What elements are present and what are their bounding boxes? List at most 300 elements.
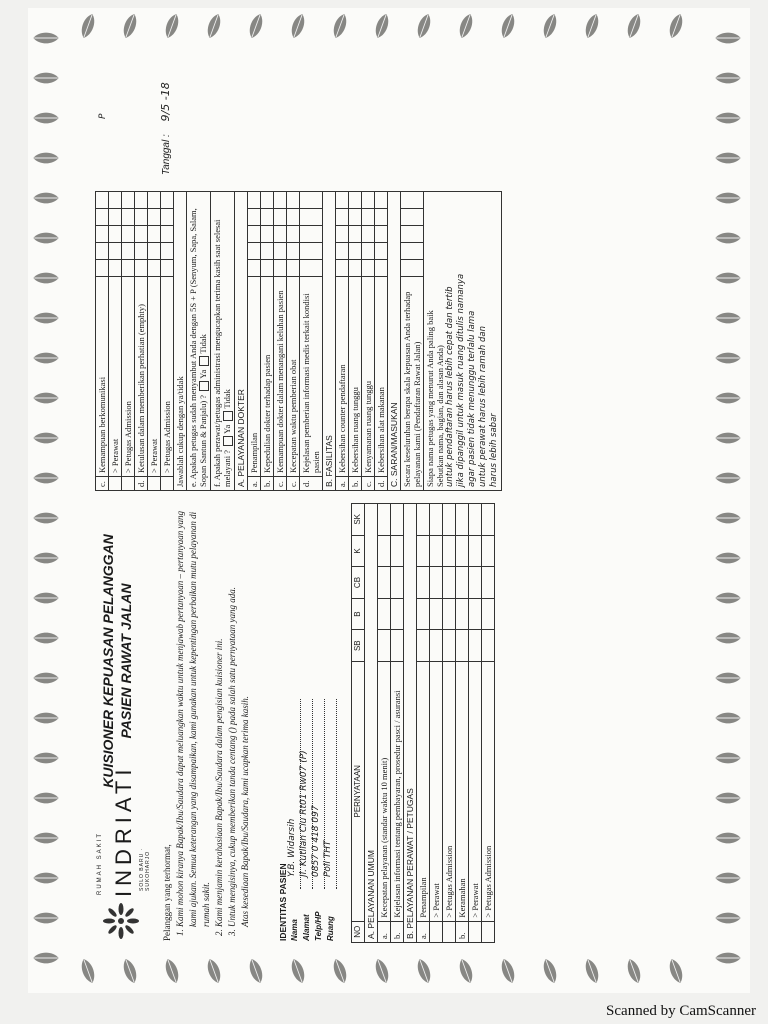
score-cell[interactable] [378, 566, 391, 598]
score-cell[interactable] [248, 225, 261, 242]
table-row [482, 503, 495, 942]
tidak-checkbox[interactable] [223, 410, 233, 420]
table-row [135, 191, 148, 490]
leaf-icon [33, 553, 58, 564]
title-line-1: KUISIONER KEPUASAN PELANGGAN [100, 533, 116, 788]
score-cell[interactable] [300, 191, 323, 208]
leaf-icon [121, 12, 140, 39]
ya-checkbox[interactable] [223, 435, 233, 445]
score-cell[interactable] [469, 566, 482, 598]
leaf-icon [715, 513, 740, 524]
score-cell[interactable] [109, 191, 122, 208]
leaf-icon [715, 953, 740, 964]
leaf-icon [715, 393, 740, 404]
leaf-icon [33, 193, 58, 204]
leaf-icon [33, 953, 58, 964]
score-cell[interactable] [135, 259, 148, 276]
leaf-icon [289, 957, 308, 984]
leaf-icon [715, 33, 740, 44]
score-cell[interactable] [287, 208, 300, 225]
row-text: > Petugas Admission [482, 661, 495, 921]
row-no: a. [248, 476, 261, 490]
score-cell[interactable] [456, 566, 469, 598]
nama-label: Nama [290, 918, 299, 941]
leaf-icon [33, 113, 58, 124]
leaf-icon [583, 12, 602, 39]
ya-checkbox[interactable] [199, 380, 209, 390]
row-text: Kemampuan berkomunikasi [96, 276, 109, 476]
score-cell[interactable] [482, 629, 495, 661]
leaf-icon [33, 153, 58, 164]
score-cell[interactable] [417, 566, 430, 598]
score-cell[interactable] [148, 191, 161, 208]
table-row [109, 191, 122, 490]
score-cell[interactable] [430, 503, 443, 535]
score-cell[interactable] [161, 208, 174, 225]
row-no: b. [391, 921, 404, 942]
leaf-icon [33, 513, 58, 524]
table-row [274, 191, 287, 490]
score-cell[interactable] [375, 259, 388, 276]
left-page [89, 501, 689, 951]
score-cell[interactable] [109, 242, 122, 259]
patient-identity [277, 506, 337, 941]
score-cell[interactable] [430, 598, 443, 630]
table-row [378, 503, 391, 942]
question-e [187, 191, 211, 490]
saran-answer-area[interactable] [424, 191, 502, 490]
leaf-icon [163, 12, 182, 39]
score-cell[interactable] [300, 225, 323, 242]
section-saran: C. SARAN/MASUKAN [388, 191, 401, 490]
saran-question-1: Secara keseluruhan berapa skala kepuasan Anda terhadap pelayanan kami (Pendaftaran Rawat Jalan) [401, 276, 424, 490]
score-cell[interactable] [469, 598, 482, 630]
row-no: c. [96, 476, 109, 490]
camscanner-watermark: Scanned by CamScanner [606, 1003, 756, 1019]
score-cell[interactable] [417, 503, 430, 535]
row-text: > Petugas Admission [443, 661, 456, 921]
leaf-icon [33, 393, 58, 404]
score-cell[interactable] [443, 535, 456, 567]
score-cell[interactable] [417, 535, 430, 567]
score-cell[interactable] [261, 242, 274, 259]
header-sk: SK [352, 503, 365, 535]
row-no: a. [417, 921, 430, 942]
ya-label: Ya [222, 424, 233, 434]
score-cell[interactable] [482, 566, 495, 598]
score-cell[interactable] [248, 208, 261, 225]
leaf-icon [415, 12, 434, 39]
header-k: K [352, 535, 365, 567]
leaf-icon [33, 873, 58, 884]
leaf-icon [33, 73, 58, 84]
leaf-icon [331, 12, 350, 39]
tidak-label: Tidak [222, 388, 233, 409]
score-cell[interactable] [456, 535, 469, 567]
table-row [300, 191, 323, 490]
section-pelayanan-dokter: A. PELAYANAN DOKTER [235, 191, 248, 490]
score-cell[interactable] [482, 503, 495, 535]
leaf-icon [499, 12, 518, 39]
row-no [148, 476, 161, 490]
leaf-icon [373, 12, 392, 39]
leaf-icon [33, 433, 58, 444]
score-cell[interactable] [375, 191, 388, 208]
score-cell[interactable] [300, 242, 323, 259]
score-cell[interactable] [135, 242, 148, 259]
score-cell[interactable] [378, 503, 391, 535]
score-cell[interactable] [248, 191, 261, 208]
leaf-icon [163, 957, 182, 984]
question-f [211, 191, 235, 490]
score-cell[interactable] [122, 191, 135, 208]
score-cell[interactable] [122, 259, 135, 276]
tanggal [159, 82, 172, 175]
question-e-text: e. Apakah petugas sudah menyambut Anda dengan 5S + P (Senyum, Sapa, Salam, Sopan Santun & Panjalu) ? [188, 207, 208, 487]
score-cell[interactable] [456, 598, 469, 630]
leaf-icon [33, 633, 58, 644]
leaf-icon [79, 12, 98, 39]
row-no: b. [349, 476, 362, 490]
score-cell[interactable] [391, 629, 404, 661]
row-text: Ketulusan dalam memberikan perhatian (emphty) [135, 276, 148, 476]
table-row [122, 191, 135, 490]
leaf-icon [33, 753, 58, 764]
leaf-icon [625, 957, 644, 984]
leaf-icon [715, 633, 740, 644]
leaf-icon [33, 833, 58, 844]
score-cell[interactable] [274, 259, 287, 276]
leaf-icon [499, 957, 518, 984]
score-cell[interactable] [287, 225, 300, 242]
row-text: Kebersihan alat makanan [375, 276, 388, 476]
row-no: a. [378, 921, 391, 942]
yes-no-note: Jawablah cukup dengan ya/tidak [174, 191, 187, 490]
ya-label: Ya [198, 369, 208, 379]
row-text: Penampilan [417, 661, 430, 921]
row-text: Kebersihan counter pendaftaran [336, 276, 349, 476]
score-cell[interactable] [391, 598, 404, 630]
row-no [443, 921, 456, 942]
score-cell[interactable] [300, 259, 323, 276]
score-cell[interactable] [261, 191, 274, 208]
leaf-icon [715, 233, 740, 244]
hospital-logo [97, 764, 151, 941]
row-text: > Perawat [430, 661, 443, 921]
telp-field[interactable]: 0857 0 418 097 [311, 804, 321, 877]
score-cell[interactable] [261, 259, 274, 276]
score-cell[interactable] [336, 191, 349, 208]
score-cell[interactable] [469, 629, 482, 661]
score-cell[interactable] [349, 259, 362, 276]
handwritten-line: harus lebih sabar [489, 412, 500, 487]
row-no: b. [261, 476, 274, 490]
score-cell[interactable] [430, 629, 443, 661]
score-cell[interactable] [274, 242, 287, 259]
score-cell[interactable] [261, 208, 274, 225]
row-no: c. [362, 476, 375, 490]
score-cell[interactable] [375, 242, 388, 259]
score-cell[interactable] [300, 208, 323, 225]
score-cell[interactable] [469, 535, 482, 567]
score-cell[interactable] [401, 242, 424, 259]
score-cell[interactable] [161, 242, 174, 259]
score-cell[interactable] [248, 259, 261, 276]
leaf-icon [715, 673, 740, 684]
score-cell[interactable] [248, 242, 261, 259]
score-cell[interactable] [96, 191, 109, 208]
leaf-icon [715, 273, 740, 284]
alamat-field[interactable]: Jl. Kutilan Ciu Rt01 Rw07 (P) [299, 749, 309, 877]
row-text: Kepedulian dokter terhadap pasien [261, 276, 274, 476]
right-page [89, 51, 689, 495]
table-row [261, 191, 274, 490]
leaf-icon [205, 12, 224, 39]
score-cell[interactable] [148, 225, 161, 242]
leaf-icon [715, 553, 740, 564]
table-row [362, 191, 375, 490]
survey-table-left [351, 503, 495, 943]
score-cell[interactable] [287, 242, 300, 259]
table-row [469, 503, 482, 942]
score-cell[interactable] [287, 191, 300, 208]
score-cell[interactable] [161, 225, 174, 242]
rotated-document [89, 51, 689, 951]
score-cell[interactable] [362, 208, 375, 225]
leaf-icon [541, 12, 560, 39]
score-cell[interactable] [443, 629, 456, 661]
score-cell[interactable] [401, 208, 424, 225]
score-cell[interactable] [148, 259, 161, 276]
table-row [336, 191, 349, 490]
section-fasilitas: B. FASILITAS [323, 191, 336, 490]
score-cell[interactable] [378, 598, 391, 630]
row-text: > Perawat [109, 276, 122, 476]
table-row [287, 191, 300, 490]
score-cell[interactable] [417, 629, 430, 661]
leaf-icon [415, 957, 434, 984]
score-cell[interactable] [349, 225, 362, 242]
leaf-icon [715, 113, 740, 124]
score-cell[interactable] [96, 242, 109, 259]
score-cell[interactable] [148, 242, 161, 259]
score-cell[interactable] [336, 225, 349, 242]
score-cell[interactable] [96, 225, 109, 242]
score-cell[interactable] [430, 566, 443, 598]
row-text: > Perawat [148, 276, 161, 476]
tidak-label: Tidak [198, 333, 208, 354]
leaf-icon [715, 873, 740, 884]
instruction-1: 1. Kami mohon kiranya Bapak/Ibu/Saudara dapat meluangkan waktu untuk menjawab pertanyaan – pertanyaan yang kami ajukan. Semua keterangan yang disampaikan, kami gunakan untuk kepentingan perbaikan mutu pelayanan di rumah sakit. [174, 506, 213, 927]
table-row [96, 191, 109, 490]
score-cell[interactable] [161, 259, 174, 276]
leaf-icon [79, 957, 98, 984]
score-cell[interactable] [109, 225, 122, 242]
leaf-icon [457, 957, 476, 984]
title-line-2: PASIEN RAWAT JALAN [118, 582, 134, 739]
score-cell[interactable] [349, 242, 362, 259]
instructions [161, 506, 252, 941]
table-row [430, 503, 443, 942]
tanggal-label: Tanggal : [161, 133, 172, 175]
row-no [122, 476, 135, 490]
leaf-icon [457, 12, 476, 39]
score-cell[interactable] [401, 225, 424, 242]
row-no: c. [287, 476, 300, 490]
score-cell[interactable] [362, 225, 375, 242]
row-text: Kejelasan pemberian informasi medis terkait kondisi pasien [300, 276, 323, 476]
score-cell[interactable] [362, 259, 375, 276]
leaf-icon [33, 713, 58, 724]
leaf-icon [667, 12, 686, 39]
score-cell[interactable] [378, 535, 391, 567]
score-cell[interactable] [135, 191, 148, 208]
score-cell[interactable] [375, 208, 388, 225]
telp-label: Telp/HP [314, 911, 323, 941]
score-cell[interactable] [135, 208, 148, 225]
leaf-icon [205, 957, 224, 984]
header-no: NO [352, 921, 365, 942]
score-cell[interactable] [349, 191, 362, 208]
score-cell[interactable] [469, 503, 482, 535]
score-cell[interactable] [109, 208, 122, 225]
score-cell[interactable] [443, 503, 456, 535]
score-cell[interactable] [261, 225, 274, 242]
scanned-page [28, 8, 750, 993]
score-cell[interactable] [349, 208, 362, 225]
score-cell[interactable] [375, 225, 388, 242]
leaf-icon [33, 673, 58, 684]
alamat-label: Alamat [302, 913, 311, 941]
score-cell[interactable] [362, 191, 375, 208]
score-cell[interactable] [362, 242, 375, 259]
score-cell[interactable] [287, 259, 300, 276]
header-b: B [352, 598, 365, 630]
score-cell[interactable] [443, 566, 456, 598]
score-cell[interactable] [443, 598, 456, 630]
identity-heading: IDENTITAS PASIEN [278, 862, 288, 941]
score-cell[interactable] [401, 191, 424, 208]
leaf-icon [625, 12, 644, 39]
table-row [248, 191, 261, 490]
score-cell[interactable] [336, 208, 349, 225]
leaf-icon [667, 957, 686, 984]
score-cell[interactable] [417, 598, 430, 630]
row-no [109, 476, 122, 490]
score-cell[interactable] [122, 242, 135, 259]
leaf-icon [33, 313, 58, 324]
form-title [99, 501, 135, 821]
row-text: Kebersihan ruang tunggu [349, 276, 362, 476]
leaf-icon [541, 957, 560, 984]
row-no: d. [300, 476, 323, 490]
row-no: c. [274, 476, 287, 490]
leaf-icon [715, 913, 740, 924]
score-cell[interactable] [96, 208, 109, 225]
nama-field[interactable]: Y.B. Widarsih [287, 818, 297, 877]
score-cell[interactable] [391, 503, 404, 535]
score-cell[interactable] [482, 598, 495, 630]
score-cell[interactable] [482, 535, 495, 567]
row-text: Penampilan [248, 276, 261, 476]
handwritten-line: untuk perawat harus lebih ramah dan [478, 325, 489, 487]
leaf-icon [33, 793, 58, 804]
instruction-3: 3. Untuk mengisinya, cukup memberikan tanda centang () pada salah satu pernyataan yang ada. [226, 506, 239, 927]
header-sb: SB [352, 629, 365, 661]
score-cell[interactable] [148, 208, 161, 225]
row-text: Kemampuan dokter dalam menangani keluhan pasien [274, 276, 287, 476]
score-cell[interactable] [336, 259, 349, 276]
leaf-icon [33, 233, 58, 244]
table-row [456, 503, 469, 942]
leaf-icon [715, 473, 740, 484]
score-cell[interactable] [135, 225, 148, 242]
leaf-icon [121, 957, 140, 984]
ruang-field[interactable]: Poli THT [323, 839, 333, 877]
section-pelayanan-perawat: B. PELAYANAN PERAWAT / PETUGAS [404, 503, 417, 942]
handwritten-line: agar pasien tidak menunggu terlalu lama [467, 310, 478, 487]
score-cell[interactable] [96, 259, 109, 276]
handwritten-line: jika dipanggil untuk masuk ruang ditulis namanya [456, 273, 467, 487]
corner-initial [97, 113, 108, 118]
score-cell[interactable] [274, 208, 287, 225]
score-cell[interactable] [430, 535, 443, 567]
instruction-4: Atas kesediaan Bapak/Ibu/Saudara, kami ucapkan terima kasih. [240, 695, 250, 927]
tanggal-value[interactable]: 9/5 -18 [159, 81, 172, 121]
score-cell[interactable] [274, 225, 287, 242]
leaf-icon [715, 433, 740, 444]
header-cb: CB [352, 566, 365, 598]
row-no: d. [135, 476, 148, 490]
score-cell[interactable] [456, 503, 469, 535]
leaf-icon [715, 833, 740, 844]
score-cell[interactable] [391, 535, 404, 567]
greeting: Pelanggan yang terhormat, [162, 843, 172, 941]
score-cell[interactable] [161, 191, 174, 208]
handwritten-line: untuk pendaftaran harus lebih cepat dan tertib [445, 286, 456, 487]
score-cell[interactable] [274, 191, 287, 208]
score-cell[interactable] [391, 566, 404, 598]
tidak-checkbox[interactable] [199, 355, 209, 365]
leaf-icon [33, 913, 58, 924]
row-text: > Petugas Admission [122, 276, 135, 476]
table-row [161, 191, 174, 490]
row-text: Kecepatan pelayanan (standar waktu 10 menit) [378, 661, 391, 921]
row-no: d. [375, 476, 388, 490]
row-text: > Petugas Admission [161, 276, 174, 476]
leaf-icon [715, 193, 740, 204]
score-cell[interactable] [378, 629, 391, 661]
instruction-2: 2. Kami menjamin kerahasiaan Bapak/Ibu/Saudara dalam pengisian kuisioner ini. [213, 506, 226, 927]
score-cell[interactable] [122, 208, 135, 225]
leaf-icon [331, 957, 350, 984]
table-row [148, 191, 161, 490]
score-cell[interactable] [401, 259, 424, 276]
score-cell[interactable] [456, 629, 469, 661]
score-cell[interactable] [336, 242, 349, 259]
score-cell[interactable] [122, 225, 135, 242]
leaf-icon [33, 33, 58, 44]
row-no [430, 921, 443, 942]
table-header-row [352, 503, 365, 942]
leaf-icon [715, 593, 740, 604]
score-cell[interactable] [109, 259, 122, 276]
hospital-small-text: RUMAH SAKIT [97, 831, 103, 895]
saran-question-2: Siapa nama petugas yang menurut Anda paling baik [425, 309, 436, 487]
question-f-text: f. Apakah perawat/petugas administrasi mengucapkan terima kasih saat selesai melayani ? [212, 219, 233, 487]
identity-row-ruang [325, 506, 337, 941]
table-row [417, 503, 430, 942]
